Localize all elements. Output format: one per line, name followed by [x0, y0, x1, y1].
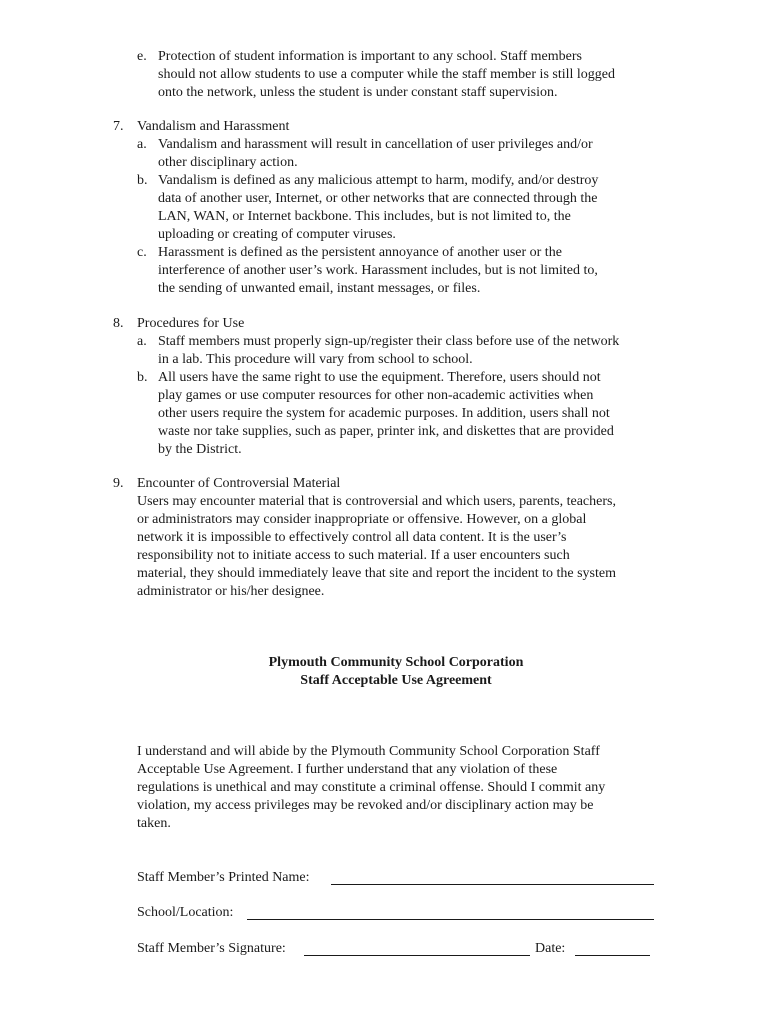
paragraph-line: or administrators may consider inappropriate or offensive. However, on a global: [137, 512, 587, 527]
item-text-line: onto the network, unless the student is under constant staff supervision.: [158, 85, 558, 100]
item-text-line: Staff members must properly sign-up/register their class before use of the network: [158, 334, 620, 349]
item-text-line: in a lab. This procedure will vary from school to school.: [158, 352, 473, 367]
section-number: 8.: [113, 316, 124, 331]
item-label: e.: [137, 49, 147, 64]
item-label: a.: [137, 334, 147, 349]
section-title: Vandalism and Harassment: [137, 119, 290, 134]
section-title: Procedures for Use: [137, 316, 245, 331]
item-label: a.: [137, 137, 147, 152]
paragraph-line: material, they should immediately leave that site and report the incident to the system: [137, 566, 616, 581]
paragraph-line: administrator or his/her designee.: [137, 584, 325, 599]
item-text-line: Vandalism and harassment will result in cancellation of user privileges and/or: [158, 137, 593, 152]
section-number: 7.: [113, 119, 124, 134]
item-label: b.: [137, 173, 148, 188]
item-text-line: All users have the same right to use the equipment. Therefore, users should not: [158, 370, 601, 385]
paragraph-line: I understand and will abide by the Plymouth Community School Corporation Staff: [137, 744, 600, 759]
item-label: c.: [137, 245, 147, 260]
item-text-line: play games or use computer resources for other non-academic activities when: [158, 388, 594, 403]
paragraph-line: Users may encounter material that is controversial and which users, parents, teachers,: [137, 494, 616, 509]
paragraph-line: regulations is unethical and may constitute a criminal offense. Should I commit any: [137, 780, 606, 795]
date-label: Date:: [535, 941, 566, 956]
agreement-title: Staff Acceptable Use Agreement: [300, 673, 492, 688]
item-text-line: the sending of unwanted email, instant messages, or files.: [158, 281, 481, 296]
school-location-label: School/Location:: [137, 905, 234, 920]
paragraph-line: Acceptable Use Agreement. I further understand that any violation of these: [137, 762, 558, 777]
item-text-line: Vandalism is defined as any malicious attempt to harm, modify, and/or destroy: [158, 173, 599, 188]
item-text-line: uploading or creating of computer viruses.: [158, 227, 396, 242]
organization-name: Plymouth Community School Corporation: [268, 655, 524, 670]
item-text-line: other users require the system for academic purposes. In addition, users shall not: [158, 406, 610, 421]
section-number: 9.: [113, 476, 124, 491]
section-title: Encounter of Controversial Material: [137, 476, 341, 491]
item-text-line: waste nor take supplies, such as paper, printer ink, and diskettes that are provided: [158, 424, 614, 439]
item-text-line: data of another user, Internet, or other networks that are connected through the: [158, 191, 598, 206]
printed-name-field[interactable]: [331, 884, 654, 885]
date-field[interactable]: [575, 955, 650, 956]
item-text-line: by the District.: [158, 442, 242, 457]
paragraph-line: taken.: [137, 816, 171, 831]
paragraph-line: responsibility not to initiate access to such material. If a user encounters such: [137, 548, 570, 563]
printed-name-label: Staff Member’s Printed Name:: [137, 870, 310, 885]
item-text-line: should not allow students to use a computer while the staff member is still logged: [158, 67, 616, 82]
item-text-line: Protection of student information is important to any school. Staff members: [158, 49, 582, 64]
signature-field[interactable]: [304, 955, 530, 956]
item-text-line: LAN, WAN, or Internet backbone. This includes, but is not limited to, the: [158, 209, 571, 224]
paragraph-line: network it is impossible to effectively control all data content. It is the user’s: [137, 530, 567, 545]
item-text-line: other disciplinary action.: [158, 155, 298, 170]
signature-label: Staff Member’s Signature:: [137, 941, 286, 956]
item-label: b.: [137, 370, 148, 385]
school-location-field[interactable]: [247, 919, 654, 920]
item-text-line: interference of another user’s work. Harassment includes, but is not limited to,: [158, 263, 598, 278]
paragraph-line: violation, my access privileges may be revoked and/or disciplinary action may be: [137, 798, 594, 813]
item-text-line: Harassment is defined as the persistent annoyance of another user or the: [158, 245, 562, 260]
